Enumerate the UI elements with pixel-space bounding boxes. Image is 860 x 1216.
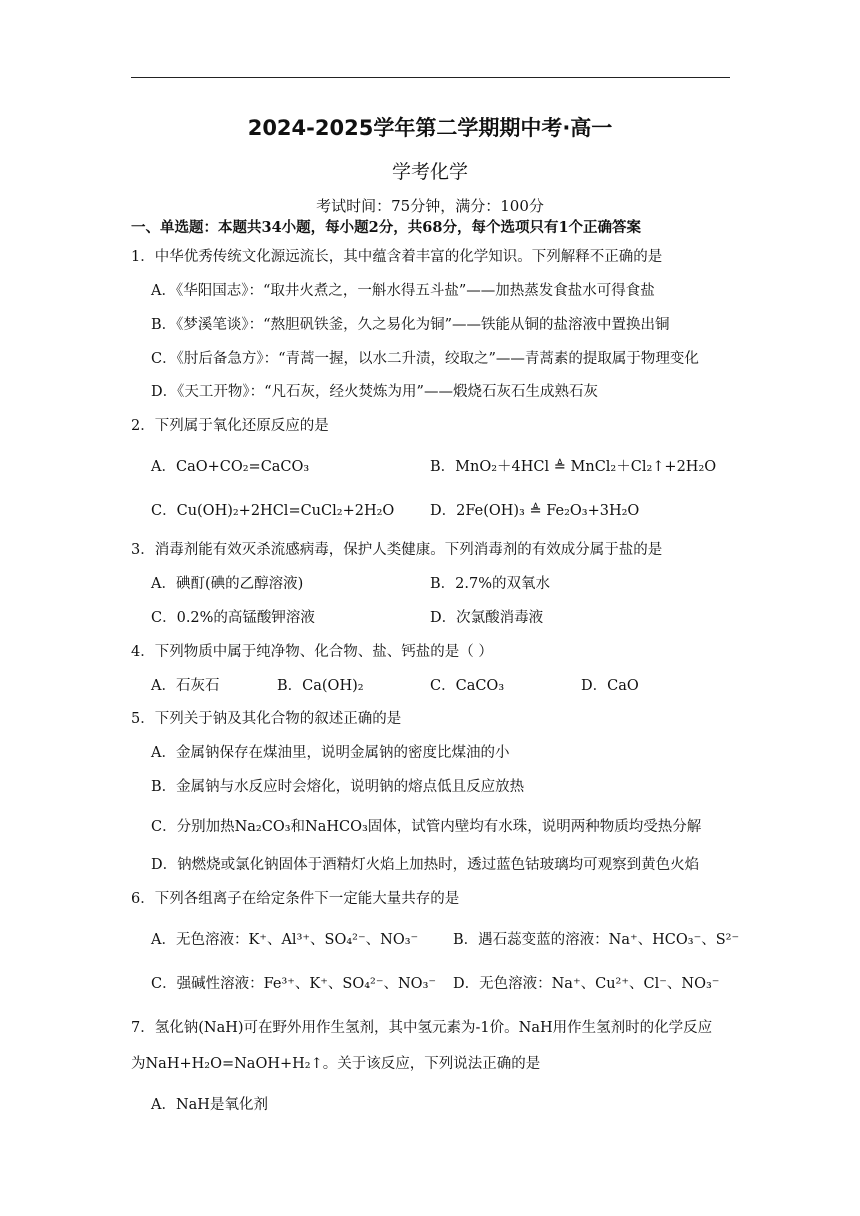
q4-option-a: A．石灰石 <box>151 678 220 694</box>
q3-option-c: C．0.2%的高锰酸钾溶液 <box>151 610 315 626</box>
q1-option-c: C．《肘后备急方》：“青蒿一握，以水二升渍，绞取之”——青蒿素的提取属于物理变化 <box>151 351 699 367</box>
q5-stem: 5．下列关于钠及其化合物的叙述正确的是 <box>131 711 402 727</box>
q5-option-b: B．金属钠与水反应时会熔化，说明钠的熔点低且反应放热 <box>151 779 525 795</box>
q2-option-a: A．CaO+CO₂=CaCO₃ <box>151 459 310 475</box>
top-rule <box>131 77 730 78</box>
exam-subtitle: 学考化学 <box>391 161 468 183</box>
q1-option-d: D．《天工开物》：“凡石灰，经火焚炼为用”——煅烧石灰石生成熟石灰 <box>151 384 598 400</box>
q1-option-a: A．《华阳国志》：“取井火煮之，一斛水得五斗盐”——加热蒸发食盐水可得食盐 <box>151 283 655 299</box>
q6-option-b: B．遇石蕊变蓝的溶液：Na⁺、HCO₃⁻、S²⁻ <box>453 932 740 948</box>
q7-option-a: A．NaH是氧化剂 <box>151 1097 268 1113</box>
q2-option-c: C．Cu(OH)₂+2HCl=CuCl₂+2H₂O <box>151 503 395 519</box>
q4-stem: 4．下列物质中属于纯净物、化合物、盐、钙盐的是（ ） <box>131 644 493 660</box>
q2-option-b: B．MnO₂＋4HCl ≜ MnCl₂＋Cl₂↑+2H₂O <box>430 459 717 475</box>
q2-stem: 2．下列属于氧化还原反应的是 <box>131 418 329 434</box>
q7-stem-line1: 7．氢化钠(NaH)可在野外用作生氢剂，其中氢元素为-1价。NaH用作生氢剂时的化学反应 <box>131 1020 713 1036</box>
q5-option-c: C．分别加热Na₂CO₃和NaHCO₃固体，试管内壁均有水珠，说明两种物质均受热分解 <box>151 819 702 835</box>
q5-option-a: A．金属钠保存在煤油里，说明金属钠的密度比煤油的小 <box>151 745 510 761</box>
exam-meta: 考试时间：75分钟，满分：100分 <box>316 197 544 215</box>
q3-option-d: D．次氯酸消毒液 <box>430 610 544 626</box>
q1-option-b: B．《梦溪笔谈》：“熬胆矾铁釜，久之易化为铜”——铁能从铜的盐溶液中置换出铜 <box>151 317 670 333</box>
q2-option-d: D．2Fe(OH)₃ ≜ Fe₂O₃+3H₂O <box>430 503 640 519</box>
section-heading: 一、单选题：本题共34小题，每小题2分，共68分，每个选项只有1个正确答案 <box>131 219 642 236</box>
q6-stem: 6．下列各组离子在给定条件下一定能大量共存的是 <box>131 891 460 907</box>
q4-option-b: B．Ca(OH)₂ <box>277 678 364 694</box>
q1-stem: 1．中华优秀传统文化源远流长，其中蕴含着丰富的化学知识。下列解释不正确的是 <box>131 249 663 265</box>
q4-option-d: D．CaO <box>581 678 639 694</box>
q7-stem-line2: 为NaH+H₂O=NaOH+H₂↑。关于该反应，下列说法正确的是 <box>131 1056 541 1072</box>
q6-option-a: A．无色溶液：K⁺、Al³⁺、SO₄²⁻、NO₃⁻ <box>151 932 419 948</box>
q6-option-d: D．无色溶液：Na⁺、Cu²⁺、Cl⁻、NO₃⁻ <box>453 976 720 992</box>
q5-option-d: D．钠燃烧或氯化钠固体于酒精灯火焰上加热时，透过蓝色钴玻璃均可观察到黄色火焰 <box>151 857 700 873</box>
q4-option-c: C．CaCO₃ <box>430 678 505 694</box>
q6-option-c: C．强碱性溶液：Fe³⁺、K⁺、SO₄²⁻、NO₃⁻ <box>151 976 437 992</box>
q3-option-b: B．2.7%的双氧水 <box>430 576 550 592</box>
q3-option-a: A．碘酊(碘的乙醇溶液) <box>151 576 304 592</box>
q3-stem: 3．消毒剂能有效灭杀流感病毒，保护人类健康。下列消毒剂的有效成分属于盐的是 <box>131 542 663 558</box>
exam-title: 2024-2025学年第二学期期中考·高一 <box>247 116 613 140</box>
